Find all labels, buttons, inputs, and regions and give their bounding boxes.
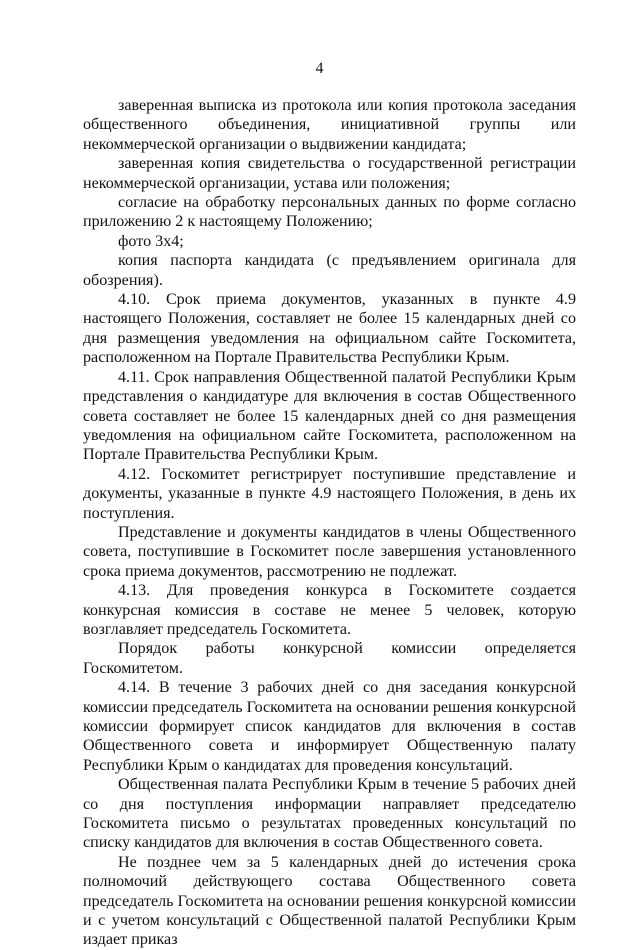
paragraph-4-12-late-documents: Представление и документы кандидатов в члены Общественного совета, поступившие в Госкомитет после завершения установленного срока приема документов, рассмотрению не подлежат. xyxy=(83,523,576,580)
paragraph-protocol-extract: заверенная выписка из протокола или копия протокола заседания общественного объединения, инициативной группы или некоммерческой организации о выдвижении кандидата; xyxy=(83,97,576,153)
paragraph-personal-data-consent: согласие на обработку персональных данных по форме согласно приложению 2 к настоящему Положению; xyxy=(83,194,576,231)
paragraph-4-14-consultations: Общественная палата Республики Крым в течение 5 рабочих дней со дня поступления информации направляет председателю Госкомитета письмо о результатах проведенных консультаций по списку кандидатов для включения в состав Общественного совета. xyxy=(83,776,576,852)
paragraph-passport-copy: копия паспорта кандидата (с предъявлением оригинала для обозрения). xyxy=(83,252,576,289)
paragraph-4-10: 4.10. Срок приема документов, указанных в пункте 4.9 настоящего Положения, составляет не более 15 календарных дней со дня размещения уведомления на официальном сайте Госкомитета, расположенном на Портале Правительства Республики Крым. xyxy=(83,291,576,367)
paragraph-4-14: 4.14. В течение 3 рабочих дней со дня заседания конкурсной комиссии председатель Госкомитета на основании решения конкурсной комиссии формирует список кандидатов для включения в состав Общественного совета и информирует Общественную палату Республики Крым о кандидатах для проведения консультаций. xyxy=(83,679,576,774)
page-number: 4 xyxy=(315,60,324,77)
paragraph-4-13-procedure: Порядок работы конкурсной комиссии определяется Госкомитетом. xyxy=(83,640,576,677)
paragraph-photo: фото 3х4; xyxy=(118,232,184,250)
document-body xyxy=(83,96,576,950)
paragraph-4-14-order: Не позднее чем за 5 календарных дней до истечения срока полномочий действующего состава Общественного совета председатель Госкомитета на основании решения конкурсной комиссии и с учетом консультаций с Общественной палатой Республики Крым издает приказ xyxy=(83,853,576,949)
paragraph-4-13: 4.13. Для проведения конкурса в Госкомитете создается конкурсная комиссия в составе не менее 5 человек, которую возглавляет председатель Госкомитета. xyxy=(83,582,576,638)
paragraph-4-11: 4.11. Срок направления Общественной палатой Республики Крым представления о кандидатуре для включения в состав Общественного совета составляет не более 15 календарных дней со дня размещения уведомления на официальном сайте Госкомитета, расположенном на Портале Правительства Республики Крым. xyxy=(83,368,576,464)
paragraph-4-12: 4.12. Госкомитет регистрирует поступившие представление и документы, указанные в пункте 4.9 настоящего Положения, в день их поступления. xyxy=(83,465,576,522)
paragraph-registration-certificate: заверенная копия свидетельства о государственной регистрации некоммерческой организации, устава или положения; xyxy=(83,155,576,192)
